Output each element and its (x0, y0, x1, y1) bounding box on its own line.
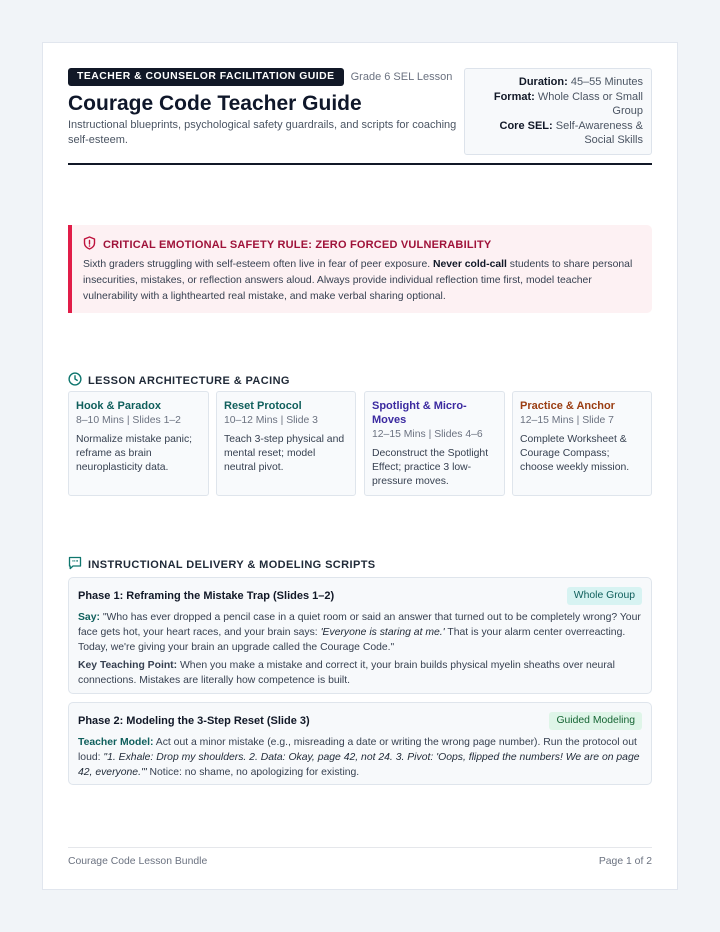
phase-title: Phase 1: Reframing the Mistake Trap (Slides 1–2) (78, 590, 335, 602)
phase-1-card (68, 577, 652, 694)
card-title: Spotlight & Micro-Moves (372, 400, 467, 426)
phase-badge: Guided Modeling (549, 712, 642, 730)
architecture-heading: LESSON ARCHITECTURE & PACING (68, 372, 290, 389)
key-teaching-point: Key Teaching Point: When you make a mistake and correct it, your brain builds physical myelin sheaths over neural connections. Mistakes are literally how competence is built. (78, 660, 615, 686)
core-sel-label: Core SEL: (499, 119, 553, 132)
delivery-heading: " " INSTRUCTIONAL DELIVERY & MODELING SCRIPTS (68, 556, 376, 573)
guide-tag: TEACHER & COUNSELOR FACILITATION GUIDE (68, 68, 344, 86)
pacing-card-practice (512, 391, 652, 496)
page-title: Courage Code Teacher Guide (68, 92, 362, 115)
format-value: Whole Class or Small Group (537, 90, 643, 117)
shield-alert-icon (83, 236, 96, 253)
teacher-model-script: Teacher Model: Act out a minor mistake (e.g., misreading a date or writing the wrong page number). Run the protocol out loud: "1. Exhale: Drop my shoulders. 2. Data: Okay, page 42, not 24. 3. Pivot: 'Oops, flipped the numbers! We are on page 42, everyone.'" Notice: no shame, no apologizing for existing. (78, 737, 640, 778)
say-script: Say: "Who has ever dropped a pencil case in a quiet room or said an answer that turned out to be completely wrong? Your face gets hot, your heart races, and your brain says: 'Everyone is staring at me.' That is your alarm center overreacting. Today, we're giving your brain an upgrade called the Courage Code." (78, 612, 641, 653)
duration-value: 45–55 Minutes (570, 76, 643, 88)
card-meta: 12–15 Mins | Slides 4–6 (372, 429, 483, 440)
duration-row (473, 75, 643, 90)
card-meta: 12–15 Mins | Slide 7 (520, 415, 614, 426)
card-meta: 8–10 Mins | Slides 1–2 (76, 415, 181, 426)
clock-icon (68, 372, 82, 389)
duration-label: Duration: (518, 76, 568, 88)
page-header (68, 68, 652, 165)
core-sel-value: Self-Awareness & Social Skills (555, 119, 643, 146)
card-title: Reset Protocol (224, 400, 302, 412)
phase-2-card (68, 702, 652, 785)
page-number: Page 1 of 2 (598, 856, 652, 867)
card-desc: Teach 3-step physical and mental reset; model neutral pivot. (224, 434, 345, 473)
lesson-meta-box (464, 68, 652, 155)
phase-title: Phase 2: Modeling the 3-Step Reset (Slide 3) (78, 715, 310, 727)
card-meta: 10–12 Mins | Slide 3 (224, 415, 318, 426)
grade-label: Grade 6 SEL Lesson (350, 71, 453, 83)
alert-title: CRITICAL EMOTIONAL SAFETY RULE: ZERO FORCED VULNERABILITY (103, 238, 492, 251)
alert-body: Sixth graders struggling with self-esteem often live in fear of peer exposure. Never cold-call students to share personal insecurities, mistakes, or reflection answers aloud. Always provide individual reflection time first, model teacher vulnerability with a lighthearted real mistake, and make verbal sharing optional. (83, 259, 633, 302)
alert-emphasis: Never cold-call (433, 259, 507, 270)
card-desc: Normalize mistake panic; reframe as brain neuroplasticity data. (76, 434, 193, 473)
svg-text:": " (75, 559, 79, 567)
pacing-card-spotlight (364, 391, 505, 496)
pacing-card-reset (216, 391, 356, 496)
pacing-card-hook (68, 391, 209, 496)
format-label: Format: (493, 90, 535, 103)
pacing-cards (68, 391, 652, 496)
card-title: Practice & Anchor (520, 400, 615, 412)
card-title: Hook & Paradox (76, 400, 161, 412)
speech-bubble-icon (68, 556, 82, 573)
phase-badge: Whole Group (567, 587, 642, 605)
page-footer (68, 847, 652, 867)
svg-text:": " (72, 559, 76, 567)
document-page (42, 42, 678, 890)
safety-alert (68, 225, 652, 313)
core-sel-row (473, 119, 643, 148)
card-desc: Deconstruct the Spotlight Effect; practice 3 low-pressure moves. (372, 448, 489, 487)
page-subtitle: Instructional blueprints, psychological safety guardrails, and scripts for coaching self-esteem. (68, 119, 457, 146)
card-desc: Complete Worksheet & Courage Compass; choose weekly mission. (520, 434, 630, 473)
footer-bundle-name: Courage Code Lesson Bundle (68, 856, 208, 867)
format-row (473, 90, 643, 119)
